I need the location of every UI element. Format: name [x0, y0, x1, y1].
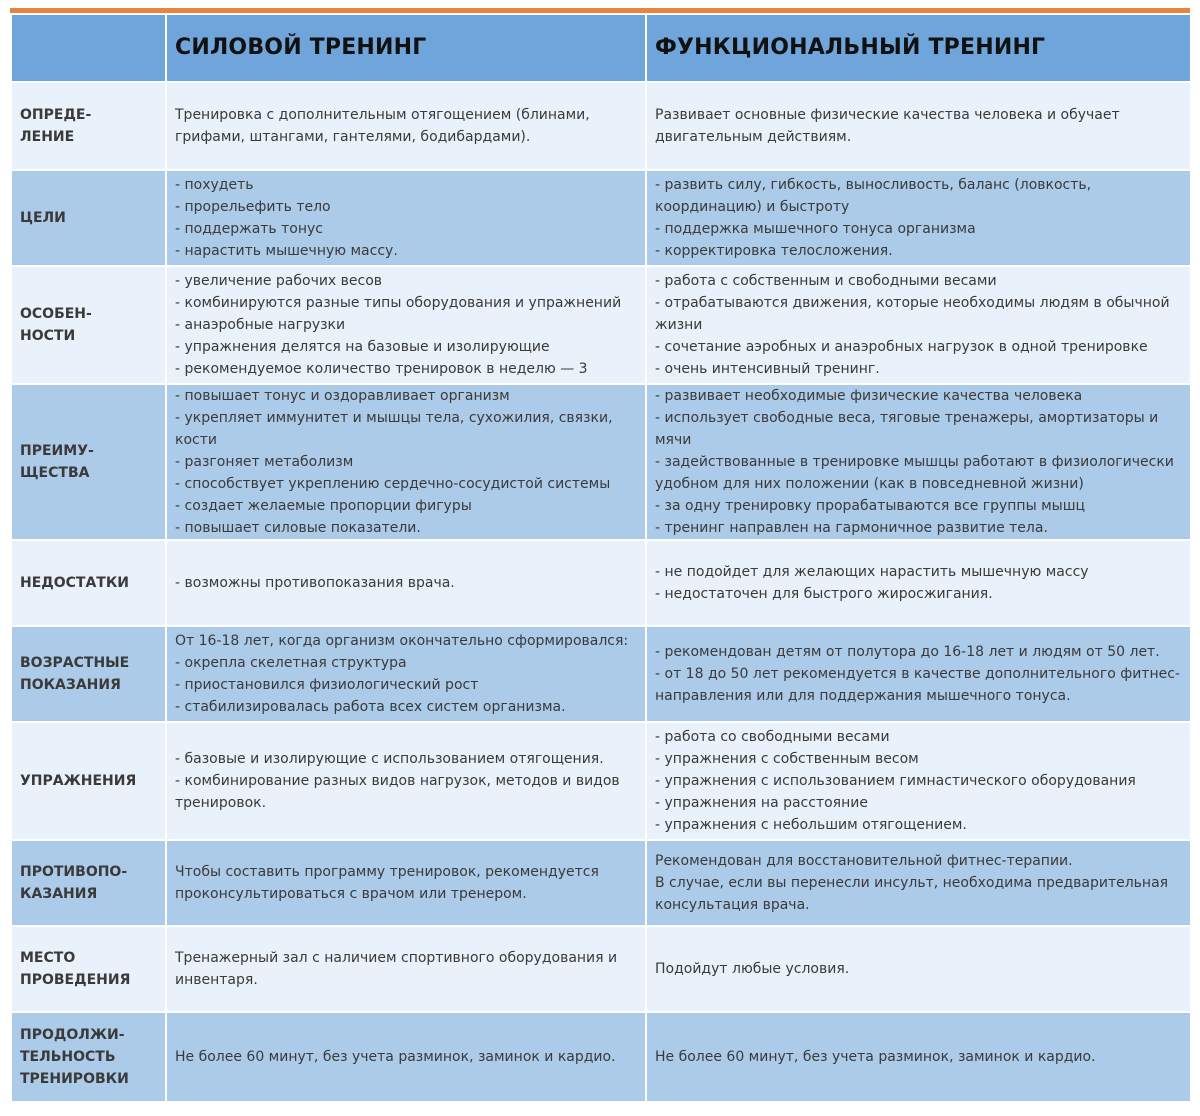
row-label-exercises [11, 722, 166, 840]
cell-line: ЛЕНИЕ [20, 129, 75, 145]
strength-cell-definition [166, 82, 646, 170]
cell-line: Развивает основные физические качества человека и обучает [655, 107, 1120, 123]
row-label-age-indications [11, 626, 166, 722]
functional-cell-definition [646, 82, 1191, 170]
row-label-definition [11, 82, 166, 170]
header-strength-training: СИЛОВОЙ ТРЕНИНГ [166, 14, 646, 82]
cell-line: направления или для поддержания мышечного тонуса. [655, 688, 1071, 704]
row-label-duration [11, 1012, 166, 1102]
cell-line: - упражнения делятся на базовые и изолирующие [175, 339, 550, 355]
cell-line: - корректировка телосложения. [655, 243, 893, 259]
cell-line: - базовые и изолирующие с использованием отягощения. [175, 751, 604, 767]
cell-line: ВОЗРАСТНЫЕ [20, 655, 130, 671]
cell-line: - задействованные в тренировке мышцы работают в физиологически [655, 454, 1174, 470]
cell-line: ПРОВЕДЕНИЯ [20, 972, 131, 988]
strength-cell-goals [166, 170, 646, 266]
table-body [11, 82, 1191, 1102]
cell-line: - стабилизировалась работа всех систем организма. [175, 699, 566, 715]
row-label-goals [11, 170, 166, 266]
table-row [11, 540, 1191, 626]
cell-line: - поддержать тонус [175, 221, 323, 237]
cell-line: ПРЕИМУ- [20, 443, 94, 459]
cell-line: НОСТИ [20, 328, 76, 344]
cell-line: - развивает необходимые физические качества человека [655, 388, 1083, 404]
cell-line: - рекомендуемое количество тренировок в неделю — 3 [175, 361, 588, 377]
cell-line: тренировок. [175, 795, 267, 811]
cell-line: - приостановился физиологический рост [175, 677, 479, 693]
functional-cell-disadvantages [646, 540, 1191, 626]
cell-line: - создает желаемые пропорции фигуры [175, 498, 472, 514]
strength-cell-duration [166, 1012, 646, 1102]
cell-line: Рекомендован для восстановительной фитнес-терапии. [655, 853, 1073, 869]
cell-line: - окрепла скелетная структура [175, 655, 407, 671]
cell-line: Чтобы составить программу тренировок, рекомендуется [175, 864, 599, 880]
cell-line: - от 18 до 50 лет рекомендуется в качестве дополнительного фитнес- [655, 666, 1180, 682]
cell-line: Не более 60 минут, без учета разминок, заминок и кардио. [655, 1049, 1096, 1065]
cell-line: ЦЕЛИ [20, 210, 66, 226]
cell-line: - тренинг направлен на гармоничное развитие тела. [655, 520, 1048, 536]
cell-line: двигательным действиям. [655, 129, 852, 145]
comparison-table [10, 13, 1192, 1103]
cell-line: Тренажерный зал с наличием спортивного оборудования и [175, 950, 618, 966]
cell-line: - отрабатываются движения, которые необходимы людям в обычной [655, 295, 1170, 311]
cell-line: НЕДОСТАТКИ [20, 575, 130, 591]
cell-line: ОСОБЕН- [20, 306, 92, 322]
cell-line: кости [175, 432, 217, 448]
cell-line: МЕСТО [20, 950, 76, 966]
cell-line: УПРАЖНЕНИЯ [20, 773, 137, 789]
cell-line: - упражнения с использованием гимнастического оборудования [655, 773, 1136, 789]
cell-line: ТРЕНИРОВКИ [20, 1071, 129, 1087]
cell-line: - разгоняет метаболизм [175, 454, 354, 470]
row-label-features [11, 266, 166, 384]
functional-cell-goals [646, 170, 1191, 266]
cell-line: - упражнения с собственным весом [655, 751, 919, 767]
cell-line: проконсультироваться с врачом или тренером. [175, 886, 527, 902]
table-row [11, 840, 1191, 926]
cell-line: - работа со свободными весами [655, 729, 890, 745]
cell-line: - нарастить мышечную массу. [175, 243, 398, 259]
cell-line: ПРОТИВОПО- [20, 864, 128, 880]
strength-cell-contraindications [166, 840, 646, 926]
strength-cell-location [166, 926, 646, 1012]
cell-line: - использует свободные веса, тяговые тренажеры, амортизаторы и [655, 410, 1159, 426]
strength-cell-disadvantages [166, 540, 646, 626]
cell-line: координацию) и быстроту [655, 199, 850, 215]
table-row [11, 170, 1191, 266]
functional-cell-advantages [646, 384, 1191, 540]
cell-line: - повышает силовые показатели. [175, 520, 421, 536]
cell-line: ТЕЛЬНОСТЬ [20, 1049, 116, 1065]
cell-line: - упражнения на расстояние [655, 795, 868, 811]
strength-cell-advantages [166, 384, 646, 540]
cell-line: инвентаря. [175, 972, 258, 988]
row-label-location [11, 926, 166, 1012]
functional-cell-location [646, 926, 1191, 1012]
cell-line: жизни [655, 317, 703, 333]
cell-line: удобном для них положении (как в повседневной жизни) [655, 476, 1084, 492]
cell-line: ПОКАЗАНИЯ [20, 677, 121, 693]
cell-line: - комбинирование разных видов нагрузок, методов и видов [175, 773, 620, 789]
cell-line: - упражнения с небольшим отягощением. [655, 817, 967, 833]
cell-line: - анаэробные нагрузки [175, 317, 346, 333]
cell-line: От 16-18 лет, когда организм окончательно сформировался: [175, 633, 629, 649]
cell-line: грифами, штангами, гантелями, бодибардами). [175, 129, 531, 145]
cell-line: - возможны противопоказания врача. [175, 575, 455, 591]
row-label-advantages [11, 384, 166, 540]
functional-cell-features [646, 266, 1191, 384]
cell-line: - повышает тонус и оздоравливает организм [175, 388, 510, 404]
cell-line: - развить силу, гибкость, выносливость, баланс (ловкость, [655, 177, 1092, 193]
cell-line: - комбинируются разные типы оборудования и упражнений [175, 295, 622, 311]
table-row [11, 384, 1191, 540]
header-corner-cell [11, 14, 166, 82]
strength-cell-features [166, 266, 646, 384]
row-label-contraindications [11, 840, 166, 926]
header-functional-training: ФУНКЦИОНАЛЬНЫЙ ТРЕНИНГ [646, 14, 1191, 82]
cell-line: - прорельефить тело [175, 199, 331, 215]
functional-cell-age-indications [646, 626, 1191, 722]
functional-cell-contraindications [646, 840, 1191, 926]
cell-line: ПРОДОЛЖИ- [20, 1027, 125, 1043]
cell-line: - увеличение рабочих весов [175, 273, 383, 289]
row-label-disadvantages [11, 540, 166, 626]
header-row [11, 14, 1191, 82]
cell-line: В случае, если вы перенесли инсульт, необходима предварительная [655, 875, 1169, 891]
cell-line: - за одну тренировку прорабатываются все группы мышц [655, 498, 1086, 514]
cell-line: консультация врача. [655, 897, 810, 913]
table-row [11, 722, 1191, 840]
table-row [11, 626, 1191, 722]
cell-line: Не более 60 минут, без учета разминок, заминок и кардио. [175, 1049, 616, 1065]
table-row [11, 266, 1191, 384]
cell-line: - очень интенсивный тренинг. [655, 361, 880, 377]
table-row [11, 82, 1191, 170]
table-row [11, 1012, 1191, 1102]
cell-line: - рекомендован детям от полутора до 16-18 лет и людям от 50 лет. [655, 644, 1160, 660]
cell-line: - недостаточен для быстрого жиросжигания. [655, 586, 993, 602]
cell-line: - поддержка мышечного тонуса организма [655, 221, 976, 237]
strength-cell-exercises [166, 722, 646, 840]
cell-line: - способствует укреплению сердечно-сосудистой системы [175, 476, 611, 492]
cell-line: Тренировка с дополнительным отягощением (блинами, [175, 107, 590, 123]
cell-line: ОПРЕДЕ- [20, 107, 92, 123]
cell-line: КАЗАНИЯ [20, 886, 98, 902]
cell-line: - не подойдет для желающих нарастить мышечную массу [655, 564, 1089, 580]
cell-line: ЩЕСТВА [20, 465, 90, 481]
functional-cell-duration [646, 1012, 1191, 1102]
cell-line: Подойдут любые условия. [655, 961, 850, 977]
cell-line: - укрепляет иммунитет и мышцы тела, сухожилия, связки, [175, 410, 613, 426]
functional-cell-exercises [646, 722, 1191, 840]
cell-line: - сочетание аэробных и анаэробных нагрузок в одной тренировке [655, 339, 1148, 355]
table-row [11, 926, 1191, 1012]
cell-line: - работа с собственным и свободными весами [655, 273, 997, 289]
cell-line: - похудеть [175, 177, 254, 193]
strength-cell-age-indications [166, 626, 646, 722]
cell-line: мячи [655, 432, 692, 448]
